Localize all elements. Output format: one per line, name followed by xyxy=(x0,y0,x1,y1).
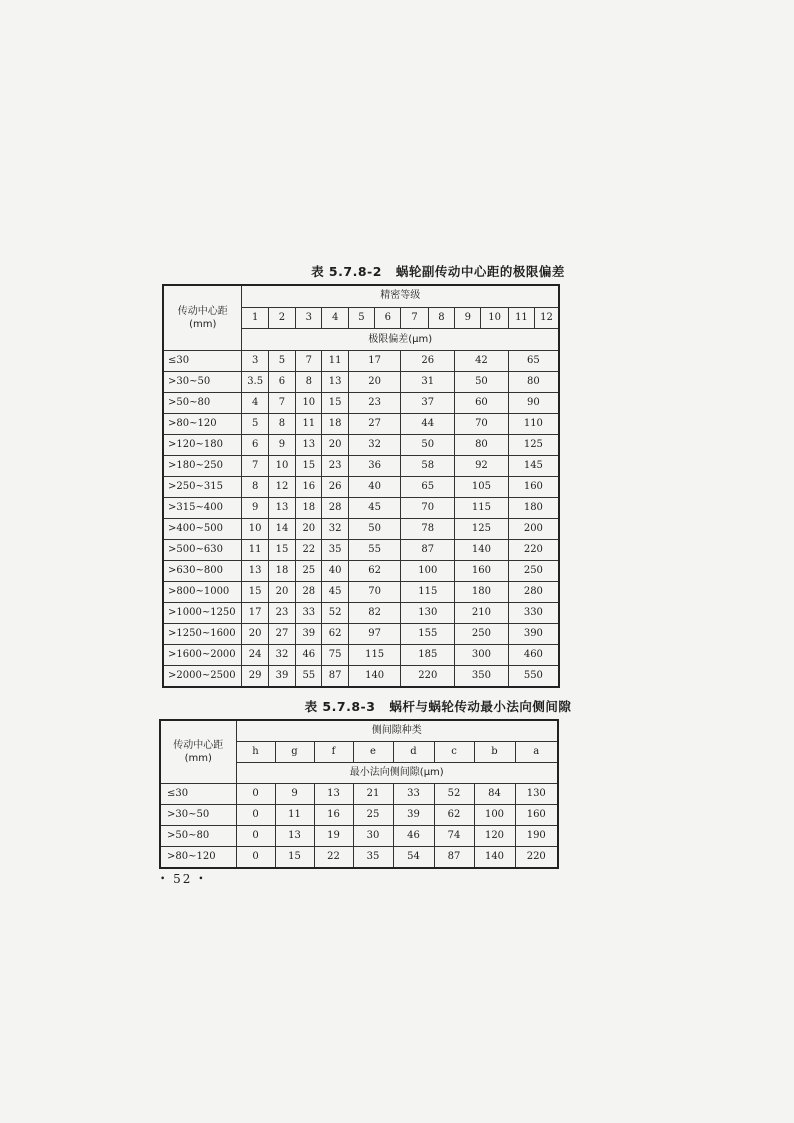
limit-deviation-cell: 460 xyxy=(508,645,559,666)
limit-deviation-cell: 125 xyxy=(508,435,559,456)
limit-deviation-cell: 13 xyxy=(322,372,348,393)
limit-deviation-cell: 180 xyxy=(455,582,509,603)
limit-deviation-cell: 17 xyxy=(242,603,268,624)
limit-deviation-cell: 185 xyxy=(401,645,455,666)
center-distance-range: >1250~1600 xyxy=(163,624,242,645)
limit-deviation-cell: 92 xyxy=(455,456,509,477)
limit-deviation-cell: 18 xyxy=(296,498,322,519)
table2 xyxy=(159,719,559,869)
limit-deviation-cell: 35 xyxy=(322,540,348,561)
limit-deviation-cell: 36 xyxy=(348,456,401,477)
table2-unit-header: 最小法向侧间隙(μm) xyxy=(236,763,558,784)
limit-deviation-cell: 8 xyxy=(268,414,295,435)
min-backlash-cell: 22 xyxy=(314,847,353,869)
min-backlash-cell: 33 xyxy=(393,784,434,805)
limit-deviation-cell: 7 xyxy=(242,456,268,477)
table-row xyxy=(160,784,558,805)
limit-deviation-cell: 3 xyxy=(242,351,268,372)
limit-deviation-cell: 25 xyxy=(296,561,322,582)
limit-deviation-cell: 18 xyxy=(268,561,295,582)
limit-deviation-cell: 220 xyxy=(401,666,455,688)
limit-deviation-cell: 82 xyxy=(348,603,401,624)
min-backlash-cell: 21 xyxy=(353,784,393,805)
limit-deviation-cell: 7 xyxy=(268,393,295,414)
min-backlash-cell: 13 xyxy=(314,784,353,805)
table-row xyxy=(160,805,558,826)
limit-deviation-cell: 50 xyxy=(401,435,455,456)
table-row xyxy=(163,666,559,688)
limit-deviation-cell: 80 xyxy=(455,435,509,456)
min-backlash-cell: 15 xyxy=(275,847,314,869)
table1-row-header xyxy=(163,285,242,351)
center-distance-range: >2000~2500 xyxy=(163,666,242,688)
table1-caption xyxy=(158,262,718,280)
limit-deviation-cell: 32 xyxy=(322,519,348,540)
limit-deviation-cell: 220 xyxy=(508,540,559,561)
table1-grade-header: 7 xyxy=(401,307,428,329)
table-row xyxy=(163,414,559,435)
limit-deviation-cell: 105 xyxy=(455,477,509,498)
limit-deviation-cell: 78 xyxy=(401,519,455,540)
center-distance-range: >250~315 xyxy=(163,477,242,498)
min-backlash-cell: 52 xyxy=(434,784,474,805)
limit-deviation-cell: 15 xyxy=(296,456,322,477)
min-backlash-cell: 140 xyxy=(474,847,515,869)
limit-deviation-cell: 55 xyxy=(348,540,401,561)
center-distance-range: ≤30 xyxy=(160,784,236,805)
min-backlash-cell: 0 xyxy=(236,826,275,847)
limit-deviation-cell: 13 xyxy=(242,561,268,582)
center-distance-range: >50~80 xyxy=(160,826,236,847)
table2-caption-number: 表 5.7.8-3 xyxy=(304,699,376,714)
limit-deviation-cell: 5 xyxy=(268,351,295,372)
limit-deviation-cell: 26 xyxy=(401,351,455,372)
limit-deviation-cell: 280 xyxy=(508,582,559,603)
limit-deviation-cell: 8 xyxy=(242,477,268,498)
limit-deviation-cell: 27 xyxy=(268,624,295,645)
table2-type-header: h xyxy=(236,742,275,763)
limit-deviation-cell: 75 xyxy=(322,645,348,666)
table1-row-header-line2: (mm) xyxy=(189,319,217,330)
limit-deviation-cell: 39 xyxy=(268,666,295,688)
table-row xyxy=(163,435,559,456)
table-row xyxy=(163,477,559,498)
table2-row-header-line1: 传动中心距 xyxy=(173,740,224,751)
table2-row-header xyxy=(160,720,236,784)
min-backlash-cell: 0 xyxy=(236,805,275,826)
limit-deviation-cell: 550 xyxy=(508,666,559,688)
table2-type-header: d xyxy=(393,742,434,763)
table-row xyxy=(160,847,558,869)
limit-deviation-cell: 9 xyxy=(268,435,295,456)
limit-deviation-cell: 145 xyxy=(508,456,559,477)
min-backlash-cell: 13 xyxy=(275,826,314,847)
center-distance-range: >630~800 xyxy=(163,561,242,582)
table1-grade-header: 9 xyxy=(455,307,481,329)
center-distance-range: >80~120 xyxy=(163,414,242,435)
limit-deviation-cell: 3.5 xyxy=(242,372,268,393)
limit-deviation-cell: 97 xyxy=(348,624,401,645)
limit-deviation-cell: 155 xyxy=(401,624,455,645)
table1-caption-number: 表 5.7.8-2 xyxy=(311,264,382,279)
limit-deviation-cell: 20 xyxy=(348,372,401,393)
center-distance-range: >315~400 xyxy=(163,498,242,519)
limit-deviation-cell: 31 xyxy=(401,372,455,393)
limit-deviation-cell: 62 xyxy=(322,624,348,645)
limit-deviation-cell: 65 xyxy=(508,351,559,372)
limit-deviation-cell: 87 xyxy=(322,666,348,688)
table1-unit-header: 极限偏差(μm) xyxy=(242,329,559,351)
min-backlash-cell: 87 xyxy=(434,847,474,869)
table1-grade-header: 8 xyxy=(428,307,454,329)
limit-deviation-cell: 40 xyxy=(322,561,348,582)
limit-deviation-cell: 10 xyxy=(242,519,268,540)
table2-caption-text: 蜗杆与蜗轮传动最小法向侧间隙 xyxy=(389,699,572,714)
limit-deviation-cell: 15 xyxy=(242,582,268,603)
limit-deviation-cell: 46 xyxy=(296,645,322,666)
center-distance-range: >400~500 xyxy=(163,519,242,540)
table2-group-header: 侧间隙种类 xyxy=(236,720,558,742)
limit-deviation-cell: 250 xyxy=(508,561,559,582)
limit-deviation-cell: 130 xyxy=(401,603,455,624)
table2-type-header: c xyxy=(434,742,474,763)
table1 xyxy=(162,284,560,688)
limit-deviation-cell: 9 xyxy=(242,498,268,519)
center-distance-range: >120~180 xyxy=(163,435,242,456)
table1-grade-header: 11 xyxy=(508,307,534,329)
table1-grade-header: 5 xyxy=(348,307,374,329)
center-distance-range: >1000~1250 xyxy=(163,603,242,624)
limit-deviation-cell: 15 xyxy=(268,540,295,561)
limit-deviation-cell: 10 xyxy=(268,456,295,477)
limit-deviation-cell: 32 xyxy=(268,645,295,666)
limit-deviation-cell: 26 xyxy=(322,477,348,498)
limit-deviation-cell: 39 xyxy=(296,624,322,645)
min-backlash-cell: 130 xyxy=(515,784,558,805)
min-backlash-cell: 0 xyxy=(236,847,275,869)
min-backlash-cell: 30 xyxy=(353,826,393,847)
table1-grade-header: 12 xyxy=(535,307,559,329)
limit-deviation-cell: 4 xyxy=(242,393,268,414)
limit-deviation-cell: 90 xyxy=(508,393,559,414)
center-distance-range: >80~120 xyxy=(160,847,236,869)
limit-deviation-cell: 180 xyxy=(508,498,559,519)
limit-deviation-cell: 37 xyxy=(401,393,455,414)
limit-deviation-cell: 140 xyxy=(348,666,401,688)
table-row xyxy=(163,519,559,540)
min-backlash-cell: 190 xyxy=(515,826,558,847)
table1-grade-header: 10 xyxy=(481,307,508,329)
limit-deviation-cell: 110 xyxy=(508,414,559,435)
table1-grade-header: 1 xyxy=(242,307,268,329)
limit-deviation-cell: 14 xyxy=(268,519,295,540)
limit-deviation-cell: 11 xyxy=(322,351,348,372)
min-backlash-cell: 160 xyxy=(515,805,558,826)
limit-deviation-cell: 22 xyxy=(296,540,322,561)
page-number-value: 52 xyxy=(173,872,193,886)
table1-group-header: 精密等级 xyxy=(242,285,559,307)
limit-deviation-cell: 6 xyxy=(268,372,295,393)
table1-caption-text: 蜗轮副传动中心距的极限偏差 xyxy=(395,264,565,279)
min-backlash-cell: 120 xyxy=(474,826,515,847)
limit-deviation-cell: 13 xyxy=(268,498,295,519)
min-backlash-cell: 35 xyxy=(353,847,393,869)
center-distance-range: >500~630 xyxy=(163,540,242,561)
limit-deviation-cell: 200 xyxy=(508,519,559,540)
table-row xyxy=(163,561,559,582)
limit-deviation-cell: 24 xyxy=(242,645,268,666)
center-distance-range: >30~50 xyxy=(160,805,236,826)
center-distance-range: >1600~2000 xyxy=(163,645,242,666)
limit-deviation-cell: 18 xyxy=(322,414,348,435)
limit-deviation-cell: 16 xyxy=(296,477,322,498)
limit-deviation-cell: 87 xyxy=(401,540,455,561)
limit-deviation-cell: 15 xyxy=(322,393,348,414)
limit-deviation-cell: 62 xyxy=(348,561,401,582)
min-backlash-cell: 39 xyxy=(393,805,434,826)
limit-deviation-cell: 45 xyxy=(322,582,348,603)
limit-deviation-cell: 12 xyxy=(268,477,295,498)
page-number: • 52 • xyxy=(160,872,206,886)
table-row xyxy=(160,826,558,847)
table2-type-header: g xyxy=(275,742,314,763)
limit-deviation-cell: 115 xyxy=(348,645,401,666)
table-row xyxy=(163,498,559,519)
min-backlash-cell: 11 xyxy=(275,805,314,826)
limit-deviation-cell: 17 xyxy=(348,351,401,372)
limit-deviation-cell: 20 xyxy=(268,582,295,603)
min-backlash-cell: 25 xyxy=(353,805,393,826)
limit-deviation-cell: 29 xyxy=(242,666,268,688)
limit-deviation-cell: 50 xyxy=(455,372,509,393)
min-backlash-cell: 9 xyxy=(275,784,314,805)
limit-deviation-cell: 5 xyxy=(242,414,268,435)
limit-deviation-cell: 28 xyxy=(322,498,348,519)
table-row xyxy=(163,645,559,666)
limit-deviation-cell: 210 xyxy=(455,603,509,624)
limit-deviation-cell: 125 xyxy=(455,519,509,540)
table-row xyxy=(163,393,559,414)
limit-deviation-cell: 350 xyxy=(455,666,509,688)
limit-deviation-cell: 13 xyxy=(296,435,322,456)
min-backlash-cell: 0 xyxy=(236,784,275,805)
table-row xyxy=(163,372,559,393)
min-backlash-cell: 62 xyxy=(434,805,474,826)
limit-deviation-cell: 7 xyxy=(296,351,322,372)
limit-deviation-cell: 20 xyxy=(322,435,348,456)
limit-deviation-cell: 140 xyxy=(455,540,509,561)
table-row xyxy=(163,582,559,603)
limit-deviation-cell: 80 xyxy=(508,372,559,393)
limit-deviation-cell: 20 xyxy=(296,519,322,540)
limit-deviation-cell: 115 xyxy=(401,582,455,603)
limit-deviation-cell: 50 xyxy=(348,519,401,540)
limit-deviation-cell: 55 xyxy=(296,666,322,688)
limit-deviation-cell: 160 xyxy=(508,477,559,498)
limit-deviation-cell: 27 xyxy=(348,414,401,435)
limit-deviation-cell: 65 xyxy=(401,477,455,498)
limit-deviation-cell: 40 xyxy=(348,477,401,498)
table-row xyxy=(163,351,559,372)
limit-deviation-cell: 42 xyxy=(455,351,509,372)
min-backlash-cell: 74 xyxy=(434,826,474,847)
table2-row-header-line2: (mm) xyxy=(184,753,212,764)
min-backlash-cell: 84 xyxy=(474,784,515,805)
table2-type-header: a xyxy=(515,742,558,763)
min-backlash-cell: 54 xyxy=(393,847,434,869)
center-distance-range: >800~1000 xyxy=(163,582,242,603)
table1-grade-header: 4 xyxy=(322,307,348,329)
limit-deviation-cell: 33 xyxy=(296,603,322,624)
limit-deviation-cell: 160 xyxy=(455,561,509,582)
limit-deviation-cell: 11 xyxy=(242,540,268,561)
limit-deviation-cell: 10 xyxy=(296,393,322,414)
min-backlash-cell: 19 xyxy=(314,826,353,847)
table1-grade-header: 3 xyxy=(296,307,322,329)
limit-deviation-cell: 11 xyxy=(296,414,322,435)
limit-deviation-cell: 330 xyxy=(508,603,559,624)
table2-type-header: b xyxy=(474,742,515,763)
limit-deviation-cell: 115 xyxy=(455,498,509,519)
limit-deviation-cell: 250 xyxy=(455,624,509,645)
limit-deviation-cell: 23 xyxy=(322,456,348,477)
table-row xyxy=(163,624,559,645)
limit-deviation-cell: 28 xyxy=(296,582,322,603)
limit-deviation-cell: 70 xyxy=(401,498,455,519)
limit-deviation-cell: 58 xyxy=(401,456,455,477)
table-row xyxy=(163,456,559,477)
min-backlash-cell: 220 xyxy=(515,847,558,869)
table2-type-header: f xyxy=(314,742,353,763)
limit-deviation-cell: 100 xyxy=(401,561,455,582)
limit-deviation-cell: 70 xyxy=(348,582,401,603)
min-backlash-cell: 46 xyxy=(393,826,434,847)
center-distance-range: >30~50 xyxy=(163,372,242,393)
limit-deviation-cell: 8 xyxy=(296,372,322,393)
limit-deviation-cell: 44 xyxy=(401,414,455,435)
table2-caption xyxy=(158,697,718,715)
center-distance-range: ≤30 xyxy=(163,351,242,372)
limit-deviation-cell: 20 xyxy=(242,624,268,645)
limit-deviation-cell: 52 xyxy=(322,603,348,624)
table-row xyxy=(163,603,559,624)
center-distance-range: >50~80 xyxy=(163,393,242,414)
limit-deviation-cell: 390 xyxy=(508,624,559,645)
limit-deviation-cell: 23 xyxy=(348,393,401,414)
limit-deviation-cell: 32 xyxy=(348,435,401,456)
table1-grade-header: 6 xyxy=(375,307,401,329)
table2-type-header: e xyxy=(353,742,393,763)
limit-deviation-cell: 70 xyxy=(455,414,509,435)
min-backlash-cell: 16 xyxy=(314,805,353,826)
limit-deviation-cell: 6 xyxy=(242,435,268,456)
limit-deviation-cell: 45 xyxy=(348,498,401,519)
limit-deviation-cell: 300 xyxy=(455,645,509,666)
limit-deviation-cell: 60 xyxy=(455,393,509,414)
table1-grade-header: 2 xyxy=(268,307,295,329)
center-distance-range: >180~250 xyxy=(163,456,242,477)
limit-deviation-cell: 23 xyxy=(268,603,295,624)
table1-row-header-line1: 传动中心距 xyxy=(177,306,228,317)
min-backlash-cell: 100 xyxy=(474,805,515,826)
table-row xyxy=(163,540,559,561)
